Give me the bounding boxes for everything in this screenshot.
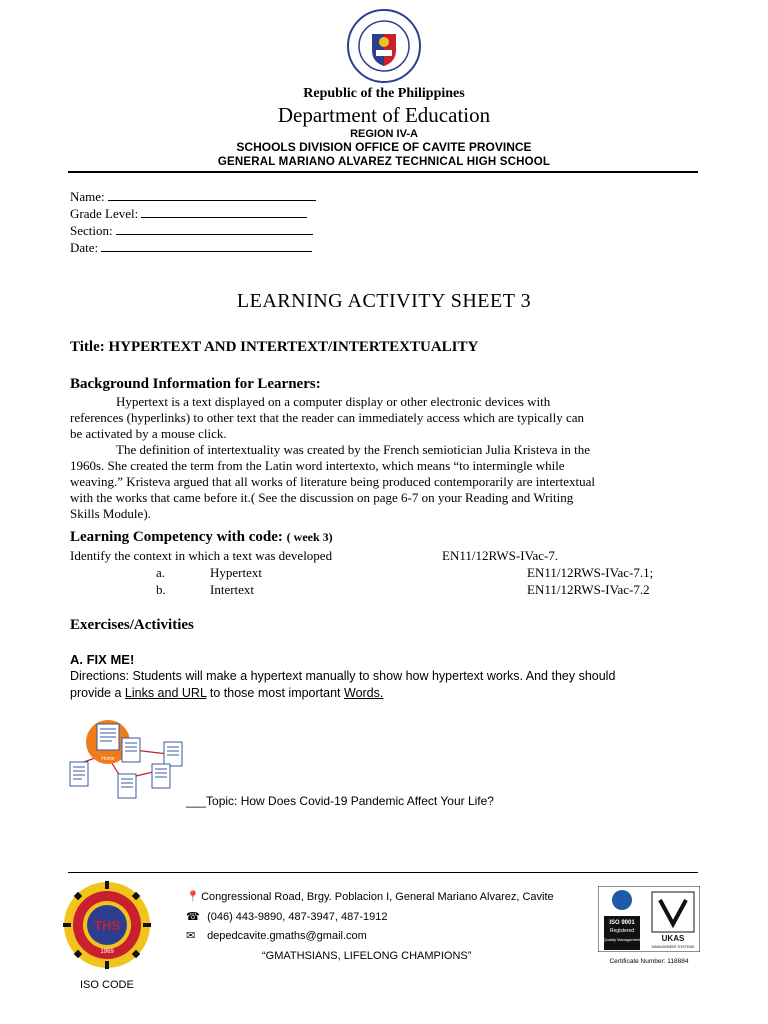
department-name: Department of Education xyxy=(277,103,491,127)
hypertext-diagram xyxy=(66,714,196,804)
phone-icon: ☎ xyxy=(186,911,200,923)
iso-certification-badge xyxy=(598,886,700,965)
background-heading: Background Information for Learners: xyxy=(70,376,321,392)
background-text xyxy=(70,394,710,522)
topic-line: ___Topic: How Does Covid-19 Pandemic Affect Your Life? xyxy=(186,794,494,808)
student-info-block xyxy=(70,188,316,256)
division-line: SCHOOLS DIVISION OFFICE OF CAVITE PROVINCE xyxy=(236,140,532,154)
address-row xyxy=(186,890,554,903)
competency-heading: Learning Competency with code: ( week 3) xyxy=(70,529,333,545)
background-line: The definition of intertextuality was created by the French semiotician Julia Kristeva in the xyxy=(116,442,590,457)
links-and-url-link[interactable]: Links and URL xyxy=(124,686,207,700)
section-field[interactable]: Section: xyxy=(70,222,316,239)
week-label: ( week 3) xyxy=(286,530,333,544)
background-line: be activated by a mouse click. xyxy=(70,426,227,441)
school-logo-year: 1969 xyxy=(100,949,114,955)
envelope-icon: ✉ xyxy=(186,930,196,942)
directions-line: provide a Links and URL to those most important Words. xyxy=(70,686,384,700)
name-field[interactable]: Name: xyxy=(70,188,316,205)
school-logo-text: THS xyxy=(94,918,120,933)
background-line: references (hyperlinks) to other text that the reader can immediately access which are typically can xyxy=(70,410,584,425)
lesson-title: Title: HYPERTEXT AND INTERTEXT/INTERTEXTUALITY xyxy=(70,339,479,355)
ukas-sub: MANAGEMENT SYSTEMS xyxy=(651,945,695,949)
address-text: Congressional Road, Brgy. Poblacion I, General Mariano Alvarez, Cavite xyxy=(201,891,554,903)
location-pin-icon: 📍 xyxy=(186,891,200,903)
background-line: weaving.” Kristeva argued that all works of literature being produced contemporarily are intertextual xyxy=(70,474,595,489)
words-link[interactable]: Words. xyxy=(344,686,384,700)
phone-row xyxy=(186,910,387,923)
republic-line: Republic of the Philippines xyxy=(303,86,465,101)
certificate-number: Certificate Number: 118884 xyxy=(609,958,689,965)
background-line: Hypertext is a text displayed on a computer display or other electronic devices with xyxy=(116,394,551,409)
school-line: GENERAL MARIANO ALVAREZ TECHNICAL HIGH SCHOOL xyxy=(217,156,551,168)
directions xyxy=(70,668,710,702)
diagram-home-label: Home xyxy=(101,756,115,762)
header-rule xyxy=(68,171,698,173)
activity-title: A. FIX ME! xyxy=(70,652,135,667)
footer-rule xyxy=(68,872,698,873)
school-logo xyxy=(62,880,152,970)
cert-label-1: ISO 9001 xyxy=(609,920,635,926)
directions-line: Directions: Students will make a hypertext manually to show how hypertext works. And they should xyxy=(70,669,616,683)
region-line: REGION IV-A xyxy=(350,128,418,140)
email-text[interactable]: depedcavite.gmaths@gmail.com xyxy=(207,930,367,942)
competency-item: a. Hypertext EN11/12RWS-IVac-7.1; xyxy=(156,565,654,580)
sheet-title: LEARNING ACTIVITY SHEET 3 xyxy=(236,290,532,312)
competency-code: EN11/12RWS-IVac-7. xyxy=(442,548,559,563)
phone-text: (046) 443-9890, 487-3947, 487-1912 xyxy=(207,911,388,923)
school-motto: “GMATHSIANS, LIFELONG CHAMPIONS” xyxy=(262,950,472,962)
competency-statement: Identify the context in which a text was developed xyxy=(70,548,333,563)
competency-item: b. Intertext EN11/12RWS-IVac-7.2 xyxy=(156,582,650,597)
grade-level-field[interactable]: Grade Level: xyxy=(70,205,316,222)
email-row xyxy=(186,929,367,942)
cert-label-2: Registered xyxy=(609,928,635,934)
iso-code-label: ISO CODE xyxy=(80,979,134,991)
background-line: with the works that came before it.( See the discussion on page 6-7 on your Reading and Writing xyxy=(70,490,574,505)
background-line: 1960s. She created the term from the Latin word intertexto, which means “to intermingle while xyxy=(70,458,565,473)
exercises-heading: Exercises/Activities xyxy=(70,617,194,633)
ukas-label: UKAS xyxy=(661,934,685,943)
background-line: Skills Module). xyxy=(70,506,151,521)
cert-label-3: Quality Management xyxy=(603,937,641,942)
deped-seal xyxy=(346,8,422,84)
date-field[interactable]: Date: xyxy=(70,239,316,256)
topic-blank[interactable]: ___ xyxy=(186,794,207,808)
